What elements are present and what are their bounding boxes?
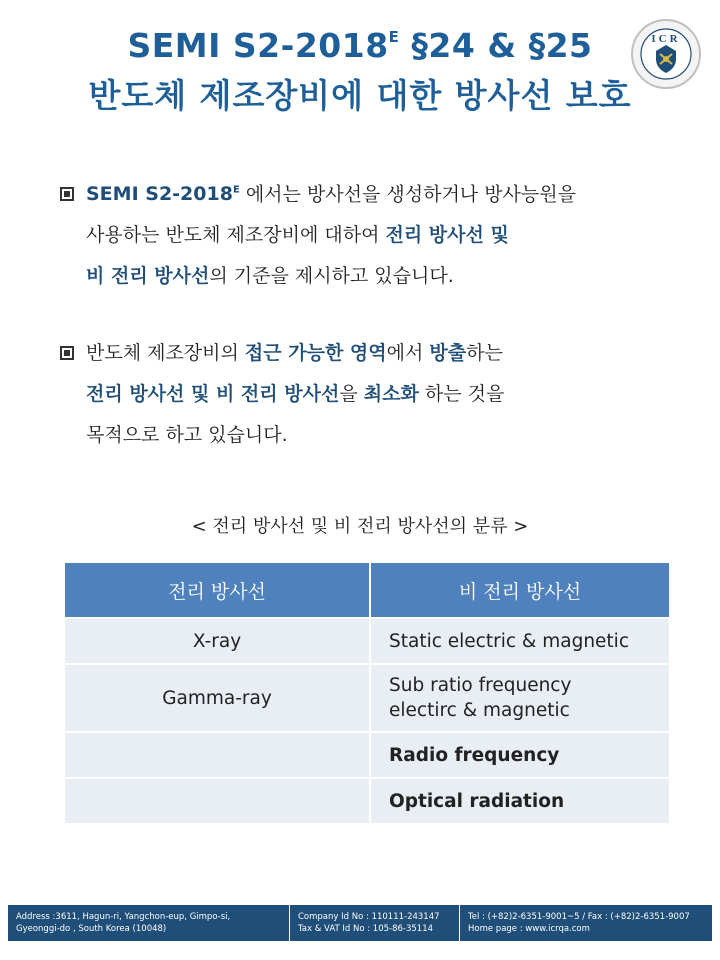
page-title-line2: 반도체 제조장비에 대한 방사선 보호 xyxy=(88,76,632,115)
non-ionizing-cell: Static electric & magnetic xyxy=(370,618,669,664)
footer-company-ids: Company Id No : 110111-243147 Tax & VAT Id No : 105-86-35114 xyxy=(290,905,460,941)
non-ionizing-cell: Radio frequency xyxy=(370,732,669,778)
footer-bar xyxy=(8,905,712,941)
purpose-paragraph: 반도체 제조장비의 접근 가능한 영역에서 방출하는 전리 방사선 및 비 전리 방사선을 최소화 하는 것을 목적으로 하고 있습니다. xyxy=(60,333,700,456)
table-row xyxy=(65,732,669,778)
table-row xyxy=(65,618,669,664)
ionizing-cell xyxy=(65,778,370,823)
header-ionizing: 전리 방사선 xyxy=(65,563,370,618)
page-title-line1: SEMI $S2-2018^E$ §24 & §25 xyxy=(127,26,593,65)
table-row xyxy=(65,664,669,732)
logo-text: ICR xyxy=(651,33,681,45)
non-ionizing-cell: Optical radiation xyxy=(370,778,669,823)
header-non-ionizing: 비 전리 방사선 xyxy=(370,563,669,618)
icr-logo xyxy=(630,18,702,90)
ionizing-cell xyxy=(65,732,370,778)
square-bullet-icon xyxy=(60,187,74,201)
table-caption: < 전리 방사선 및 비 전리 방사선의 분류 > xyxy=(191,516,529,537)
radiation-classification-table xyxy=(65,563,669,823)
footer-contact: Tel : (+82)2-6351-9001~5 / Fax : (+82)2-6351-9007 Home page : www.icrqa.com xyxy=(468,912,690,934)
square-bullet-icon xyxy=(60,346,74,360)
ionizing-cell: X-ray xyxy=(65,618,370,664)
ionizing-cell: Gamma-ray xyxy=(65,664,370,732)
table-row xyxy=(65,778,669,823)
non-ionizing-cell: Sub ratio frequency electirc & magnetic xyxy=(370,664,669,732)
intro-paragraph: SEMI $S2-2018^E$ 에서는 방사선을 생성하거나 방사능원을 사용하는 반도체 제조장비에 대하여 전리 방사선 및 비 전리 방사선의 기준을 제시하고 있습니다. xyxy=(60,170,700,297)
footer-address: Address :3611, Hagun-ri, Yangchon-eup, Gimpo-si, Gyeonggi-do , South Korea (10048) xyxy=(8,905,290,941)
